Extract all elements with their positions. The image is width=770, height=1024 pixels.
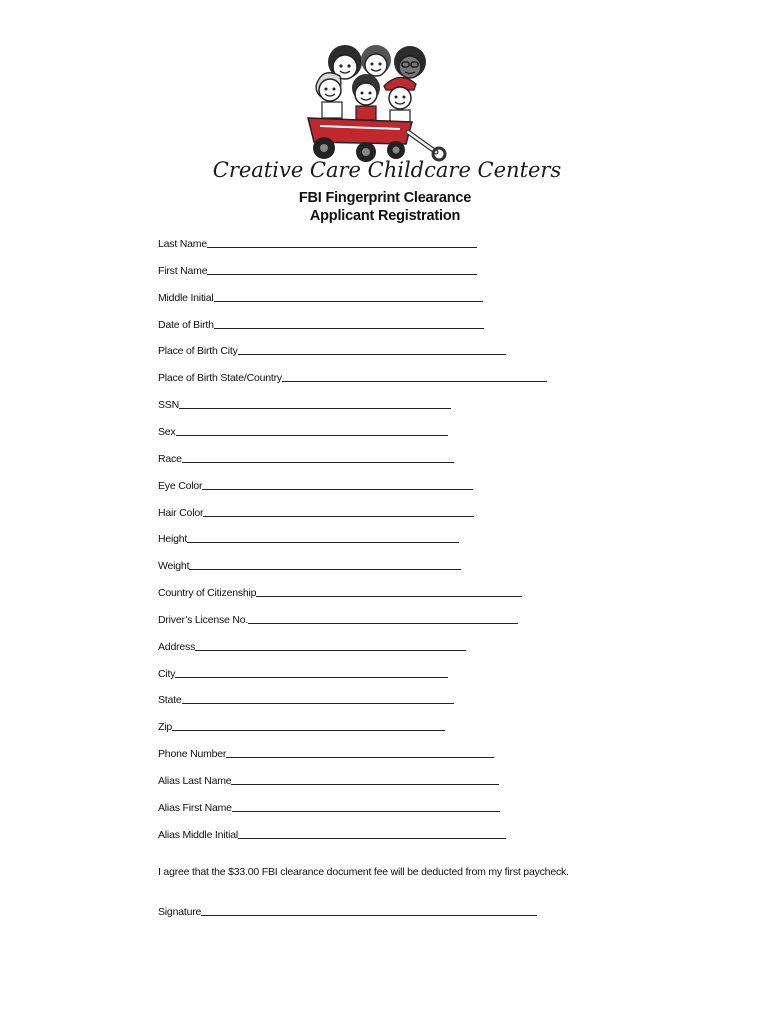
field-label: Country of Citizenship xyxy=(158,587,257,600)
field-label: Driver’s License No. xyxy=(158,613,249,626)
child-head-front-right xyxy=(384,77,416,109)
field-label: State xyxy=(158,694,182,707)
field-label: Race xyxy=(158,452,182,465)
field-label: Alias Middle Initial xyxy=(158,828,239,841)
form-title-line2: Applicant Registration xyxy=(309,208,461,224)
child-head-back-middle xyxy=(361,45,391,76)
field-sex xyxy=(158,422,448,438)
field-label: Weight xyxy=(158,560,190,573)
field-label: Date of Birth xyxy=(158,318,214,331)
field-input-line[interactable] xyxy=(231,784,499,785)
field-eye-color xyxy=(158,476,473,492)
field-input-line[interactable] xyxy=(238,354,506,355)
field-alias-middle-initial xyxy=(158,825,506,841)
field-label: Sex xyxy=(158,425,176,438)
field-city xyxy=(158,664,448,680)
field-label: Address xyxy=(158,640,196,653)
field-input-line[interactable] xyxy=(175,677,448,678)
field-place-of-birth-city xyxy=(158,341,506,357)
signature-label: Signature xyxy=(158,906,202,918)
field-input-line[interactable] xyxy=(189,569,461,570)
field-label: Hair Color xyxy=(158,506,204,519)
field-zip xyxy=(158,717,445,733)
signature-line[interactable] xyxy=(201,915,537,916)
field-input-line[interactable] xyxy=(176,435,448,436)
field-input-line[interactable] xyxy=(207,274,477,275)
field-label: SSN xyxy=(158,399,179,412)
field-label: Alias First Name xyxy=(158,801,232,814)
form-title-line1: FBI Fingerprint Clearance xyxy=(298,190,472,206)
field-input-line[interactable] xyxy=(214,301,483,302)
field-label: First Name xyxy=(158,264,208,277)
field-input-line[interactable] xyxy=(195,650,466,651)
field-phone-number xyxy=(158,744,494,760)
field-date-of-birth xyxy=(158,315,484,331)
field-input-line[interactable] xyxy=(179,408,451,409)
field-race xyxy=(158,449,454,465)
brand-name: Creative Care Childcare Centers xyxy=(212,158,562,182)
children-wagon-logo xyxy=(300,40,450,168)
field-input-line[interactable] xyxy=(202,489,473,490)
field-label: Last Name xyxy=(158,238,207,250)
field-first-name xyxy=(158,261,477,277)
field-place-of-birth-state-country xyxy=(158,368,547,384)
field-label: Phone Number xyxy=(158,748,227,761)
field-label: City xyxy=(158,667,176,680)
field-weight xyxy=(158,556,461,572)
field-input-line[interactable] xyxy=(172,730,445,731)
fee-agreement-text: I agree that the $33.00 FBI clearance document fee will be deducted from my first paycheck. xyxy=(158,866,569,878)
field-state xyxy=(158,690,454,706)
field-input-line[interactable] xyxy=(226,757,494,758)
field-input-line[interactable] xyxy=(282,381,547,382)
field-last-name xyxy=(158,234,477,250)
field-input-line[interactable] xyxy=(238,838,506,839)
signature-field xyxy=(158,902,537,918)
field-input-line[interactable] xyxy=(182,703,454,704)
field-country-of-citizenship xyxy=(158,583,522,599)
field-input-line[interactable] xyxy=(248,623,518,624)
field-input-line[interactable] xyxy=(214,328,484,329)
field-label: Place of Birth City xyxy=(158,345,238,358)
field-label: Eye Color xyxy=(158,479,203,492)
field-hair-color xyxy=(158,503,474,519)
field-address xyxy=(158,637,466,653)
field-input-line[interactable] xyxy=(207,247,477,248)
field-alias-first-name xyxy=(158,798,500,814)
field-input-line[interactable] xyxy=(232,811,500,812)
field-label: Place of Birth State/Country xyxy=(158,372,282,385)
field-label: Alias Last Name xyxy=(158,775,232,787)
field-input-line[interactable] xyxy=(203,516,474,517)
field-label: Zip xyxy=(158,721,172,734)
field-height xyxy=(158,529,459,545)
field-middle-initial xyxy=(158,288,483,304)
field-ssn xyxy=(158,395,451,411)
child-head-front-left xyxy=(316,73,341,101)
field-label: Height xyxy=(158,533,188,546)
wagon-handle xyxy=(408,132,445,160)
field-label: Middle Initial xyxy=(158,291,214,304)
child-head-back-right xyxy=(394,46,426,78)
field-drivers-license-no xyxy=(158,610,518,626)
field-alias-last-name xyxy=(158,771,499,787)
field-input-line[interactable] xyxy=(187,542,459,543)
child-head-front-middle xyxy=(352,74,380,105)
field-input-line[interactable] xyxy=(256,596,522,597)
field-input-line[interactable] xyxy=(182,462,454,463)
